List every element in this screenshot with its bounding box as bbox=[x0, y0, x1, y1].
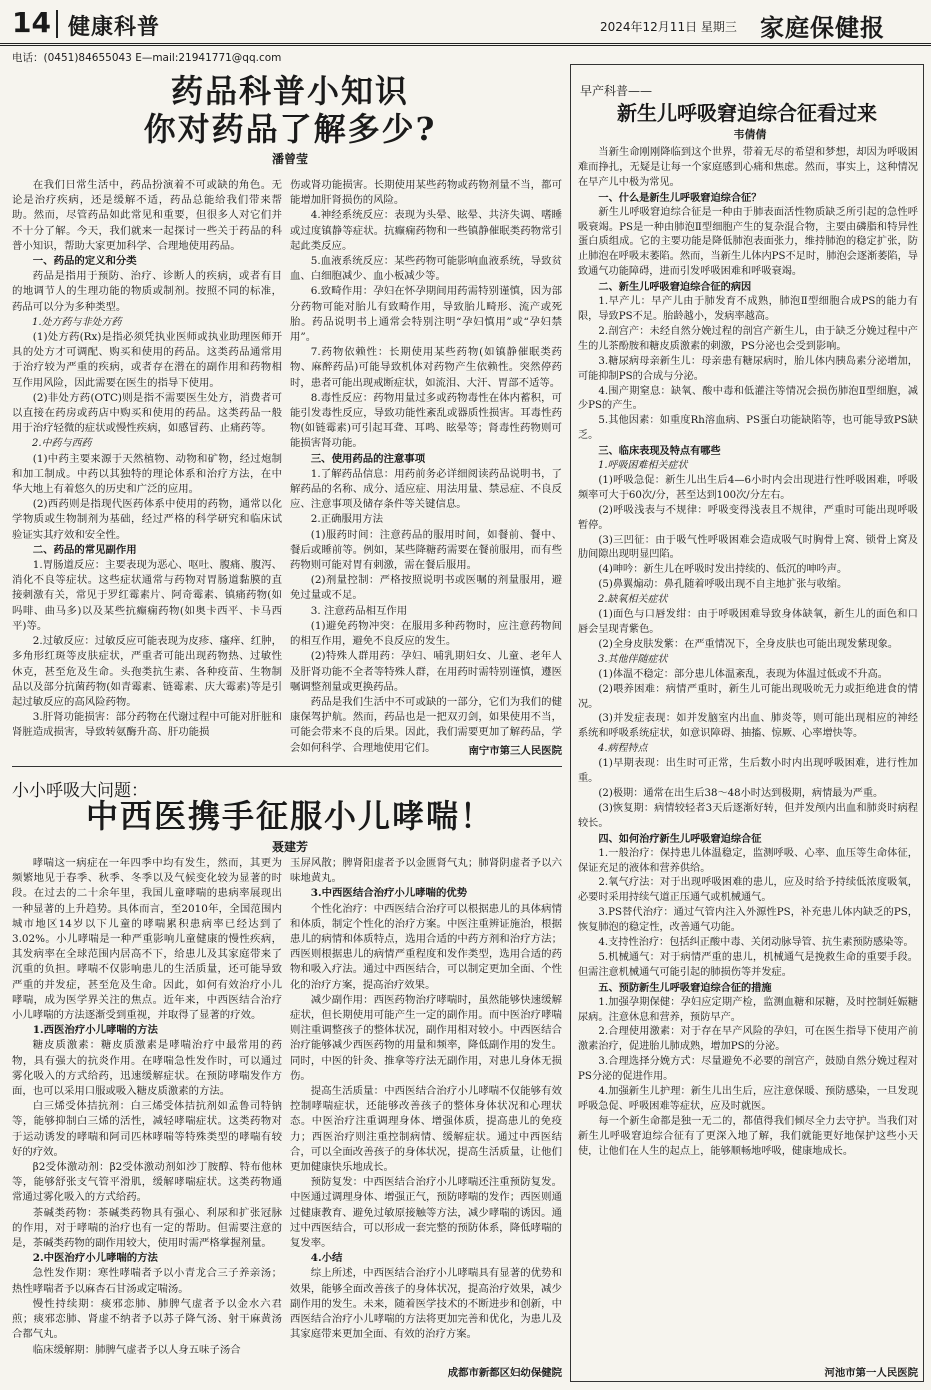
section-heading: 二、药品的常见副作用 bbox=[32, 543, 137, 556]
paragraph-continued: 伤或肾功能损害。长期使用某些药物或药物剂量不当，都可能增加肝肾损伤的风险。 bbox=[290, 179, 562, 207]
section-heading: 四、如何治疗新生儿呼吸窘迫综合征 bbox=[598, 832, 762, 845]
subsection-heading: 2.缺氧相关症状 bbox=[598, 594, 668, 606]
paragraph: (1)呼吸急促：新生儿出生后4—6小时内会出现进行性呼吸困难，呼吸频率可大于60次/分，甚至达到100次/分左右。 bbox=[578, 474, 918, 501]
article1-title-line2: 你对药品了解多少? bbox=[143, 110, 437, 148]
subsection-heading: 1.处方药与非处方药 bbox=[32, 316, 122, 328]
paragraph: (3)恢复期：病情较轻者3天后逐渐好转，但并发颅内出血和肺炎时病程较长。 bbox=[578, 802, 918, 829]
paragraph: 2.合理使用激素：对于存在早产风险的孕妇，可在医生指导下使用产前激素治疗，促进胎儿肺成熟，增加PS的分泌。 bbox=[578, 1026, 918, 1053]
paragraph: 减少副作用：西医药物治疗哮喘时，虽然能够快速缓解症状，但长期使用可能产生一定的副作用。而中医治疗哮喘则注重调整孩子的整体状况，副作用相对较小。中西医结合治疗能够减少西医药物的用量和频率，降低副作用的发生。同时，中医的针灸、推拿等疗法无副作用，对患儿身体无损伤。 bbox=[290, 993, 562, 1082]
subsection-heading: 2.中药与西药 bbox=[32, 438, 92, 450]
article2-author: 聂建芳 bbox=[271, 840, 308, 854]
paragraph: (2)特殊人群用药：孕妇、哺乳期妇女、儿童、老年人及肝肾功能不全者等特殊人群，在用药时需特别谨慎，遵医嘱调整剂量或更换药品。 bbox=[290, 650, 562, 693]
section-heading: 3.中西医结合治疗小儿哮喘的优势 bbox=[310, 887, 468, 900]
paragraph: (3)并发症表现：如并发脑室内出血、肺炎等，则可能出现相应的神经系统和呼吸系统症状，如意识障碍、抽搐、惊厥、心率增快等。 bbox=[578, 713, 918, 740]
paragraph: 8.毒性反应：药物用量过多或药物毒性在体内蓄积，可能引发毒性反应，导致功能性紊乱或器质性损害。耳毒性药物(如链霉素)可引起耳聋、耳鸣、眩晕等；肾毒性药物则可能损害肾功能。 bbox=[290, 391, 562, 450]
paragraph: 2.正确服用方法 bbox=[310, 513, 384, 526]
paragraph: 药品是指用于预防、治疗、诊断人的疾病，或者有目的地调节人的生理功能的物质或制剂。按照不同的标准，药品可以分为多种类型。 bbox=[12, 270, 282, 313]
paragraph: (1)中药主要来源于天然植物、动物和矿物，经过炮制和加工制成。中药以其独特的理论体系和治疗方法，在中华大地上有着悠久的历史和广泛的应用。 bbox=[12, 452, 282, 496]
paragraph: 每一个新生命都是独一无二的，都值得我们倾尽全力去守护。当我们对新生儿呼吸窘迫综合征有了更深入地了解，我们就能更好地保护这些小天使，让他们在人生的起点上，能够顺畅地呼吸，健康地成长。 bbox=[578, 1115, 918, 1157]
paragraph: (3)三凹征：由于吸气性呼吸困难会造成吸气时胸骨上窝、锁骨上窝及肋间隙出现明显凹陷。 bbox=[578, 534, 918, 561]
article-divider bbox=[12, 766, 562, 767]
paragraph: 2.剖宫产：未经自然分娩过程的剖宫产新生儿，由于缺乏分娩过程中产生的儿茶酚胺和糖皮质激素的刺激，PS分泌也会受到影响。 bbox=[578, 325, 918, 352]
paragraph: (5)鼻翼煽动：鼻孔随着呼吸出现不自主地扩张与收缩。 bbox=[598, 579, 848, 591]
section-heading: 三、使用药品的注意事项 bbox=[310, 452, 426, 465]
paragraph: (1)服药时间：注意药品的服用时间，如餐前、餐中、餐后或睡前等。例如，某些降糖药需要在餐前服用，而有些药物则可能对胃有刺激，需在餐后服用。 bbox=[290, 528, 562, 572]
paragraph: 4.加强新生儿护理：新生儿出生后，应注意保暖、预防感染，一旦发现呼吸急促、呼吸困难等症状，应及时就医。 bbox=[578, 1086, 918, 1112]
paragraph: (1)面色与口唇发绀：由于呼吸困难导致身体缺氧，新生儿的面色和口唇会呈现青紫色。 bbox=[578, 609, 918, 635]
paragraph: (2)剂量控制：严格按照说明书或医嘱的剂量服用，避免过量或不足。 bbox=[290, 574, 562, 602]
article1-institution-wrap bbox=[290, 740, 562, 758]
page-number: 14 bbox=[12, 6, 51, 39]
paragraph: 3.肝肾功能损害：部分药物在代谢过程中可能对肝脏和肾脏造成损害，导致转氨酶升高、肝功能损 bbox=[12, 711, 282, 739]
paragraph: 1.一般治疗：保持患儿体温稳定，监测呼吸、心率、血压等生命体征，保证充足的液体和营养供给。 bbox=[578, 847, 918, 874]
paragraph: 4.神经系统反应：表现为头晕、眩晕、共济失调、嗜睡或过度镇静等症状。抗癫痫药物和一些镇静催眠类药物常引起此类反应。 bbox=[290, 209, 562, 252]
paragraph: β2受体激动剂：β2受体激动剂如沙丁胺醇、特布他林等，能够舒张支气管平滑肌，缓解哮喘症状。这类药物通常通过雾化吸入的方式给药。 bbox=[12, 1161, 282, 1204]
issue-date: 2024年12月11日 星期三 bbox=[600, 20, 737, 34]
paragraph: 在我们日常生活中，药品扮演着不可或缺的角色。无论是治疗疾病，还是缓解不适，药品总能给我们带来帮助。然而，尽管药品如此常见和重要，但很多人对它们并不十分了解。今天，我们就来一起探讨一些关于药品的科普小知识，帮助大家更加科学、合理地使用药品。 bbox=[12, 179, 282, 252]
paragraph: 1.早产儿：早产儿由于肺发育不成熟，肺泡Ⅱ型细胞合成PS的能力有限，导致PS不足。胎龄越小，发病率越高。 bbox=[578, 296, 918, 322]
section-heading: 三、临床表现及特点有哪些 bbox=[598, 445, 721, 458]
paragraph: 3.PS替代治疗：通过气管内注入外源性PS，补充患儿体内缺乏的PS，恢复肺泡的稳定性，改善通气功能。 bbox=[578, 907, 918, 934]
article1-institution: 南宁市第三人民医院 bbox=[468, 745, 562, 757]
paragraph: (2)喂养困难：病情严重时，新生儿可能出现吸吮无力或拒绝进食的情况。 bbox=[578, 683, 918, 710]
paragraph: 5.机械通气：对于病情严重的患儿，机械通气是挽救生命的重要手段。但需注意机械通气可能引起的肺损伤等并发症。 bbox=[578, 951, 918, 978]
paragraph: (2)呼吸浅表与不规律：呼吸变得浅表且不规律，严重时可能出现呼吸暂停。 bbox=[578, 504, 918, 531]
paragraph: 综上所述，中西医结合治疗小儿哮喘具有显著的优势和效果，能够全面改善孩子的身体状况，提高治疗效果，减少副作用的发生。未来，随着医学技术的不断进步和创新，中西医结合治疗小儿哮喘的方法将更加完善和优化，为患儿及其家庭带来更加全面、有效的治疗方案。 bbox=[290, 1267, 562, 1341]
paragraph: 提高生活质量：中西医结合治疗小儿哮喘不仅能够有效控制哮喘症状，还能够改善孩子的整体身体状况和心理状态。中医治疗注重调理身体、增强体质，提高患儿的免疫力；西医治疗则注重控制病情、缓解症状。通过中西医结合，可以全面改善孩子的身体状况，提高生活质量，让他们更加健康快乐地成长。 bbox=[290, 1085, 562, 1174]
article1-author: 潘曾莹 bbox=[271, 152, 308, 166]
paragraph: 4.围产期窒息：缺氧、酸中毒和低灌注等情况会损伤肺泡Ⅱ型细胞，减少PS的产生。 bbox=[578, 385, 918, 412]
section-heading: 2.中医治疗小儿哮喘的方法 bbox=[32, 1252, 158, 1265]
page-header bbox=[0, 0, 931, 46]
paragraph: (1)体温不稳定：部分患儿体温紊乱，表现为体温过低或不升高。 bbox=[598, 668, 888, 680]
paragraph: 6.致畸作用：孕妇在怀孕期间用药需特别谨慎，因为部分药物可能对胎儿有致畸作用，导致胎儿畸形、流产或死胎。药品说明书上通常会特别注明“孕妇慎用”或“孕妇禁用”。 bbox=[290, 285, 562, 344]
subsection-heading: 3.其他伴随症状 bbox=[598, 653, 668, 665]
article1-title-line1: 药品科普小知识 bbox=[170, 72, 409, 110]
article2-institution: 成都市新都区妇幼保健院 bbox=[447, 1367, 562, 1379]
section-heading: 二、新生儿呼吸窘迫综合征的病因 bbox=[598, 281, 752, 294]
paragraph: (1)避免药物冲突：在服用多种药物时，应注意药物间的相互作用，避免不良反应的发生。 bbox=[290, 619, 562, 648]
article3-institution: 河池市第一人民医院 bbox=[824, 1367, 918, 1379]
paragraph: 新生儿呼吸窘迫综合征是一种由于肺表面活性物质缺乏所引起的急性呼吸衰竭。PS是一种由肺泡Ⅱ型细胞产生的复杂混合物，主要由磷脂和特异性蛋白质组成。它的主要功能是降低肺泡表面张力，维持肺泡的稳定扩张，防止肺泡在呼吸末萎陷。然而，当新生儿体内PS不足时，肺泡会逐渐萎陷，导致通气功能障碍，进而引发呼吸困难和呼吸衰竭。 bbox=[578, 206, 918, 278]
paragraph: 4.支持性治疗：包括纠正酸中毒、关闭动脉导管、抗生素预防感染等。 bbox=[598, 937, 914, 949]
article3-institution-wrap bbox=[578, 1362, 918, 1380]
subsection-heading: 4.病程特点 bbox=[598, 743, 648, 755]
paragraph: 1.了解药品信息：用药前务必详细阅读药品说明书，了解药品的名称、成分、适应症、用法用量、禁忌症、不良反应、注意事项及储存条件等关键信息。 bbox=[290, 467, 562, 511]
paragraph: (2)西药则是指现代医药体系中使用的药物，通常以化学物质或生物制剂为基础，经过严格的科学研究和临床试验证实其疗效和安全性。 bbox=[12, 498, 282, 541]
paragraph: 3.合理选择分娩方式：尽量避免不必要的剖宫产，鼓励自然分娩过程对PS分泌的促进作用。 bbox=[578, 1056, 918, 1083]
newspaper-name: 家庭保健报 bbox=[760, 13, 885, 42]
paragraph: 2.氧气疗法：对于出现呼吸困难的患儿，应及时给予持续低浓度吸氧，必要时采用持续气道正压通气或机械通气。 bbox=[578, 877, 918, 904]
paragraph: (2)全身皮肤发紫：在严重情况下，全身皮肤也可能出现发紫现象。 bbox=[598, 638, 899, 650]
paragraph: 7.药物依赖性：长期使用某些药物(如镇静催眠类药物、麻醉药品)可能导致机体对药物产生依赖性。突然停药时，患者可能出现戒断症状，如流泪、大汗、胃部不适等。 bbox=[290, 346, 562, 389]
paragraph-continued: 玉屏风散；脾肾阳虚者予以金匮肾气丸；肺肾阴虚者予以六味地黄丸。 bbox=[290, 857, 562, 885]
paragraph: (4)呻吟：新生儿在呼吸时发出持续的、低沉的呻吟声。 bbox=[598, 564, 848, 576]
article2-title: 中西医携手征服小儿哮喘！ bbox=[85, 797, 494, 835]
paragraph: (1)早期表现：出生时可正常，生后数小时内出现呼吸困难，进行性加重。 bbox=[578, 758, 918, 785]
article2-institution-wrap bbox=[290, 1362, 562, 1380]
paragraph: 临床缓解期：肺脾气虚者予以人身五味子汤合 bbox=[32, 1343, 241, 1356]
paragraph: 茶碱类药物：茶碱类药物具有强心、利尿和扩张冠脉的作用，对于哮喘的治疗也有一定的帮助。但需要注意的是，茶碱类药物的副作用较大，使用时需严格掌握剂量。 bbox=[12, 1206, 282, 1250]
section-heading: 1.西医治疗小儿哮喘的方法 bbox=[32, 1024, 158, 1037]
paragraph: 哮喘这一病症在一年四季中均有发生，然而，其更为频繁地见于春季、秋季、冬季以及气候变化较为显著的时段。在过去的二十余年里，我国儿童哮喘的患病率展现出一种显著的上升趋势。具体而言，至2010年，全国范围内城市地区14岁以下儿童的哮喘累积患病率已经达到了3.02%。小儿哮喘是一种严重影响儿童健康的慢性疾病，其发病率在全球范围内居高不下，给患儿及其家庭带来了沉重的负担。哮喘不仅影响患儿的生活质量，还可能导致严重的并发症，甚至危及生命。因此，如何有效治疗小儿哮喘，成为医学界关注的焦点。近年来，中西医结合治疗小儿哮喘的方法逐渐受到重视，并取得了显著的疗效。 bbox=[12, 857, 282, 1022]
paragraph: 1.胃肠道反应：主要表现为恶心、呕吐、腹痛、腹泻、消化不良等症状。这些症状通常与药物对胃肠道黏膜的直接刺激有关，常见于罗红霉素片、阿奇霉素、镇痛药物(如吗啡、曲马多)以及某些抗癫痫药物(如奥卡西平、卡马西平)等。 bbox=[12, 559, 282, 632]
subsection-heading: 1.呼吸困难相关症状 bbox=[598, 460, 688, 472]
article2-column-1 bbox=[12, 856, 282, 1384]
paragraph: 5.血液系统反应：某些药物可能影响血液系统，导致贫血、白细胞减少、血小板减少等。 bbox=[290, 255, 562, 283]
paragraph: 预防复发：中西医结合治疗小儿哮喘还注重预防复发。中医通过调理身体、增强正气，预防哮喘的发作；西医则通过健康教育、避免过敏原接触等方法，减少哮喘的诱因。通过中西医结合，可以形成一套完整的预防体系，降低哮喘的复发率。 bbox=[290, 1176, 562, 1250]
paragraph: 药品是我们生活中不可或缺的一部分，它们为我们的健康保驾护航。然而，药品也是一把双刃剑，如果使用不当，可能会带来不良的后果。因此，我们需要更加了解药品，学会如何科学、合理地使用它们。 bbox=[290, 695, 562, 754]
section-heading: 一、药品的定义和分类 bbox=[32, 255, 137, 268]
article1-title bbox=[20, 72, 560, 148]
article2-kicker: 小小呼吸大问题： bbox=[12, 781, 148, 801]
paragraph: (2)非处方药(OTC)则是指不需要医生处方，消费者可以直接在药房或药店中购买和使用的药品。这类药品一般用于治疗轻微的症状或慢性疾病，如感冒药、止痛药等。 bbox=[12, 391, 282, 435]
paragraph: 急性发作期：寒性哮喘者予以小青龙合三子养亲汤；热性哮喘者予以麻杏石甘汤或定喘汤。 bbox=[12, 1267, 282, 1295]
article1-column-1 bbox=[12, 178, 282, 743]
section-title: 健康科普 bbox=[68, 14, 161, 40]
paragraph: 白三烯受体拮抗剂：白三烯受体拮抗剂如孟鲁司特钠等，能够抑制白三烯的活性，减轻哮喘症状。这类药物对于运动诱发的哮喘和阿司匹林哮喘等特殊类型的哮喘有较好的疗效。 bbox=[12, 1100, 282, 1158]
article3-body bbox=[578, 146, 918, 1358]
paragraph: (2)极期：通常在出生后38～48小时达到极期，病情最为严重。 bbox=[598, 787, 884, 799]
paragraph: 5.其他因素：如重度Rh溶血病、PS蛋白功能缺陷等，也可能导致PS缺乏。 bbox=[578, 415, 918, 442]
contact-line: 电话：(0451)84655043 E—mail:21941771@qq.com bbox=[12, 52, 282, 64]
paragraph: 糖皮质激素：糖皮质激素是哮喘治疗中最常用的药物，具有强大的抗炎作用。在哮喘急性发作时，可以通过雾化吸入的方式给药，迅速缓解症状。在预防哮喘发作方面，也可以采用口服或吸入糖皮质激素的方法。 bbox=[12, 1039, 282, 1098]
section-heading: 一、什么是新生儿呼吸窘迫综合征？ bbox=[598, 191, 762, 204]
paragraph: 1.加强孕期保健：孕妇应定期产检，监测血糖和尿糖，及时控制妊娠糖尿病。注意休息和营养，预防早产。 bbox=[578, 996, 918, 1023]
paragraph: 2.过敏反应：过敏反应可能表现为皮疹、瘙痒、红肿，多角形红斑等皮肤症状，严重者可能出现药物热、过敏性休克，甚至危及生命。头孢类抗生素、各种疫苗、生物制品以及部分抗菌药物(如青霉素、链霉素、庆大霉素)等是引起过敏反应的高风险药物。 bbox=[12, 635, 282, 708]
section-heading: 五、预防新生儿呼吸窘迫综合征的措施 bbox=[598, 981, 772, 994]
article2-column-2 bbox=[290, 856, 562, 1356]
paragraph: 个性化治疗：中西医结合治疗可以根据患儿的具体病情和体质，制定个性化的治疗方案。中医注重辨证施治，根据患儿的病情和体质特点，选用合适的中药方剂和治疗方法；西医则根据患儿的病情严重程度和发作类型，选用合适的药物和吸入疗法。通过中西医结合，可以制定更加全面、个性化的治疗方案，提高治疗效果。 bbox=[290, 902, 562, 991]
paragraph: 当新生命刚刚降临到这个世界，带着无尽的希望和梦想，却因为呼吸困难而挣扎，无疑是让每一个家庭感到心痛和焦虑。然而，事实上，这种情况在早产儿中极为常见。 bbox=[578, 147, 918, 188]
article3-author: 韦倩倩 bbox=[733, 128, 767, 141]
paragraph: (1)处方药(Rx)是指必须凭执业医师或执业助理医师开具的处方才可调配、购买和使用的药品。这类药品通常用于治疗较为严重的疾病，或者存在潜在的副作用和药物相互作用风险，因此需要在医生的指导下使用。 bbox=[12, 331, 282, 389]
article3-title: 新生儿呼吸窘迫综合征看过来 bbox=[617, 101, 877, 125]
article3-kicker: 早产科普—— bbox=[580, 84, 653, 98]
paragraph: 3.糖尿病母亲新生儿：母亲患有糖尿病时，胎儿体内胰岛素分泌增加，可能抑制PS的合成与分泌。 bbox=[578, 355, 918, 382]
paragraph: 慢性持续期：痰邪恋肺、肺脾气虚者予以金水六君煎；痰邪恋肺、肾虚不纳者予以苏子降气汤、射干麻黄汤合都气丸。 bbox=[12, 1297, 282, 1341]
paragraph: 3. 注意药品相互作用 bbox=[310, 604, 408, 617]
section-heading: 4.小结 bbox=[310, 1252, 343, 1265]
header-divider bbox=[56, 10, 58, 38]
